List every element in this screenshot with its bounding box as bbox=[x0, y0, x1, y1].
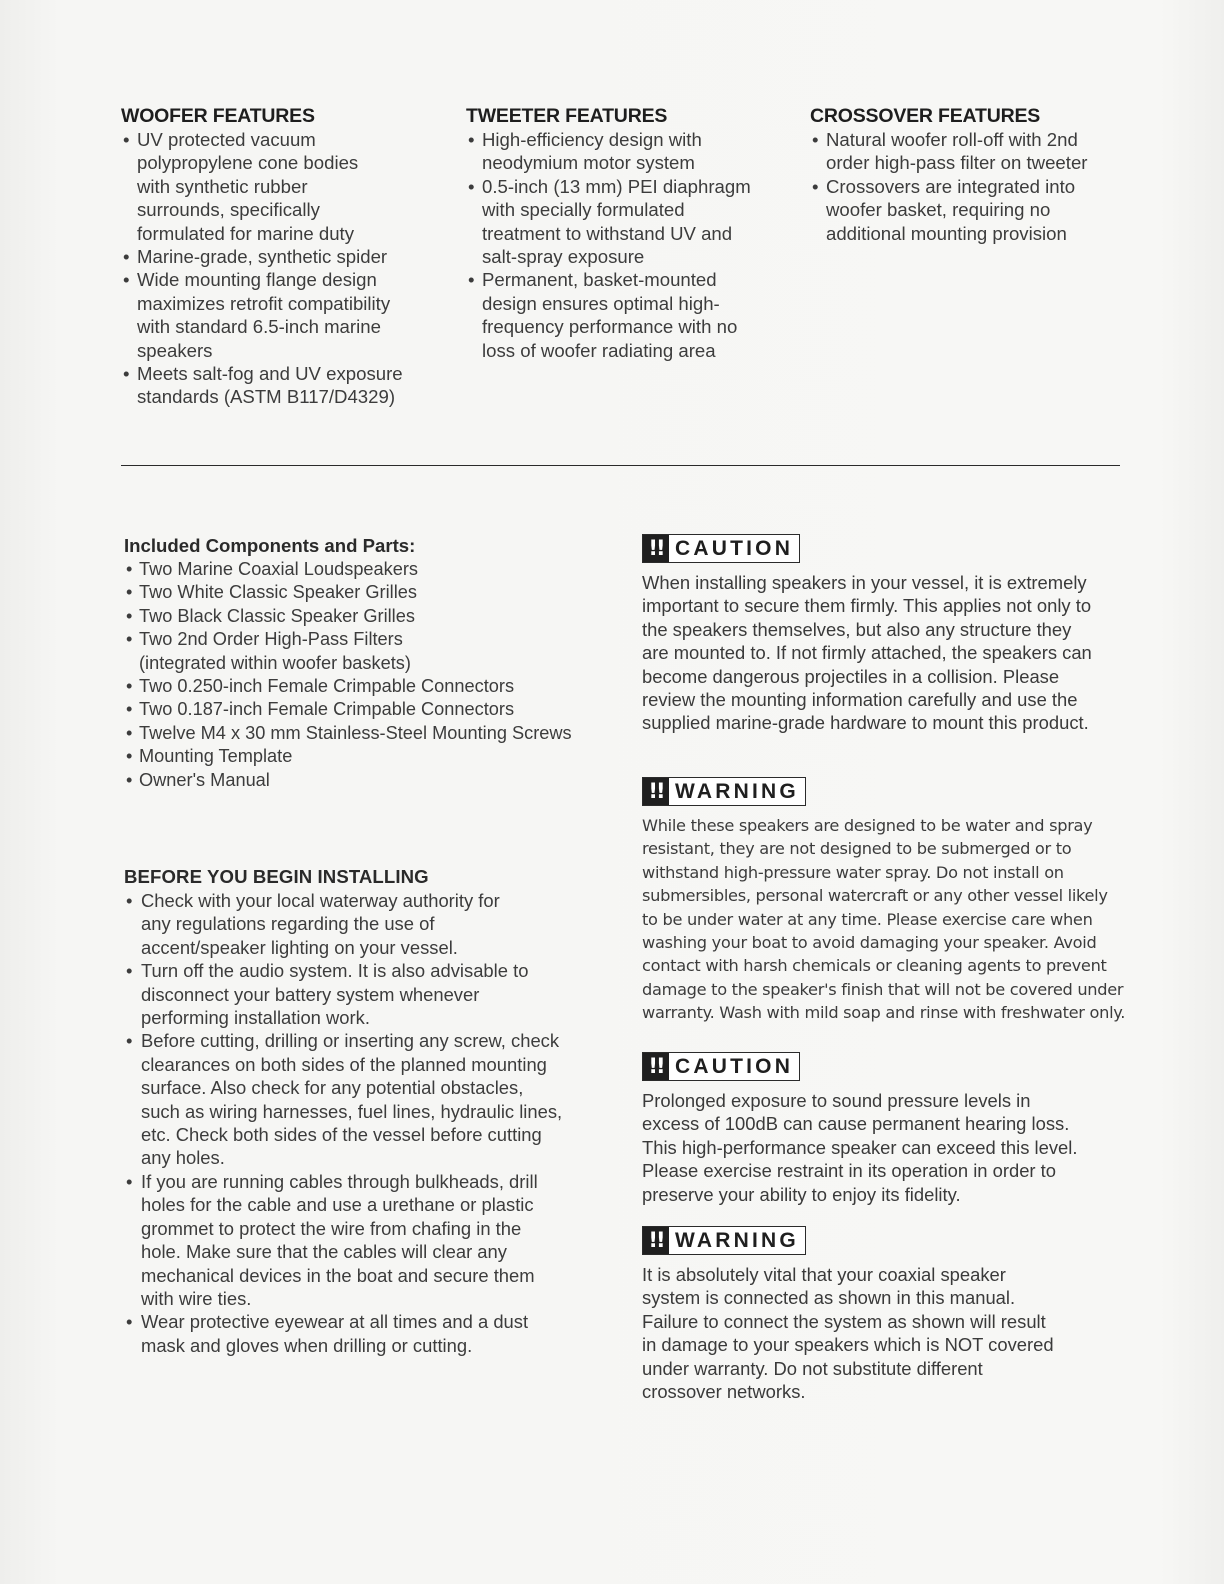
warning-text: It is absolutely vital that your coaxial speaker system is connected as shown in this manual. Failure to connect the system as shown will result in damage to your speakers which is NOT covered under warranty. Do not substitute different crossover networks. bbox=[642, 1264, 1054, 1403]
tweeter-features-title: TWEETER FEATURES bbox=[466, 105, 668, 127]
exclamation-icon: !! bbox=[643, 1053, 669, 1080]
component-item: • Two White Classic Speaker Grilles bbox=[124, 581, 614, 604]
components-section bbox=[124, 534, 614, 792]
warning-notice bbox=[642, 1226, 1062, 1403]
caution-text: When installing speakers in your vessel, it is extremely important to secure them firmly. This applies not only to the speakers themselves, but also any structure they are mounted to. If not firmly attached, the speakers can become dangerous projectiles in a collision. Please review the mounting information carefully and use the supplied marine-grade hardware to mount this product. bbox=[642, 572, 1092, 734]
exclamation-icon: !! bbox=[643, 778, 669, 805]
components-title: Included Components and Parts: bbox=[124, 535, 416, 556]
component-item: • Mounting Template bbox=[124, 745, 614, 768]
warning-header bbox=[642, 1226, 806, 1255]
crossover-features-section bbox=[810, 104, 1110, 245]
component-item: • Twelve M4 x 30 mm Stainless-Steel Mounting Screws bbox=[124, 722, 614, 745]
before-install-item: • Turn off the audio system. It is also advisable to disconnect your battery system whenever performing installation work. bbox=[124, 959, 541, 1029]
tweeter-feature-item: • Permanent, basket-mounted design ensures optimal high-frequency performance with no loss of woofer radiating area bbox=[466, 268, 767, 362]
caution-header bbox=[642, 1052, 800, 1081]
section-divider bbox=[121, 465, 1120, 466]
caution-label: CAUTION bbox=[675, 537, 794, 560]
caution-header bbox=[642, 534, 800, 563]
woofer-features-section bbox=[121, 104, 421, 409]
warning-header bbox=[642, 777, 806, 806]
before-install-title: BEFORE YOU BEGIN INSTALLING bbox=[124, 866, 429, 887]
before-install-item: • Wear protective eyewear at all times and a dust mask and gloves when drilling or cutting. bbox=[124, 1310, 571, 1357]
warning-notice bbox=[642, 777, 1128, 1025]
component-item: • Two Marine Coaxial Loudspeakers bbox=[124, 558, 614, 581]
exclamation-icon: !! bbox=[643, 1227, 669, 1254]
woofer-feature-item: • Meets salt-fog and UV exposure standards (ASTM B117/D4329) bbox=[121, 362, 427, 409]
component-item: • Two 2nd Order High-Pass Filters (integrated within woofer baskets) bbox=[124, 628, 439, 675]
crossover-feature-item: • Crossovers are integrated into woofer basket, requiring no additional mounting provision bbox=[810, 175, 1106, 245]
tweeter-feature-item: • High-efficiency design with neodymium motor system bbox=[466, 128, 732, 175]
warning-label: WARNING bbox=[675, 1229, 799, 1252]
woofer-features-title: WOOFER FEATURES bbox=[121, 105, 315, 127]
component-item: • Two 0.250-inch Female Crimpable Connectors bbox=[124, 675, 614, 698]
woofer-feature-item: • Marine-grade, synthetic spider bbox=[121, 245, 421, 268]
caution-text: Prolonged exposure to sound pressure levels in excess of 100dB can cause permanent hearing loss. This high-performance speaker can exceed this level. Please exercise restraint in its operation in order to preserve your ability to enjoy its fidelity. bbox=[642, 1090, 1078, 1205]
woofer-feature-item: • UV protected vacuum polypropylene cone bodies with synthetic rubber surrounds, specifically formulated for marine duty bbox=[121, 128, 377, 245]
woofer-feature-item: • Wide mounting flange design maximizes retrofit compatibility with standard 6.5-inch marine speakers bbox=[121, 268, 397, 362]
caution-notice bbox=[642, 534, 1102, 735]
tweeter-features-section bbox=[466, 104, 766, 362]
component-item: • Owner's Manual bbox=[124, 769, 614, 792]
warning-label: WARNING bbox=[675, 780, 799, 803]
tweeter-feature-item: • 0.5-inch (13 mm) PEI diaphragm with specially formulated treatment to withstand UV and salt-spray exposure bbox=[466, 175, 764, 269]
exclamation-icon: !! bbox=[643, 535, 669, 562]
warning-text: While these speakers are designed to be water and spray resistant, they are not designed to be submerged or to withstand high-pressure water spray. Do not install on submersibles, personal watercraft or any other vessel likely to be under water at any time. Please exercise care when washing your boat to avoid damaging your speaker. Avoid contact with harsh chemicals or cleaning agents to prevent damage to the speaker's finish that will not be covered under warranty. Wash with mild soap and rinse with freshwater only. bbox=[642, 816, 1126, 1023]
crossover-feature-item: • Natural woofer roll-off with 2nd order high-pass filter on tweeter bbox=[810, 128, 1124, 175]
before-install-item: • Check with your local waterway authority for any regulations regarding the use of accent/speaker lighting on your vessel. bbox=[124, 889, 521, 959]
component-item: • Two 0.187-inch Female Crimpable Connectors bbox=[124, 698, 614, 721]
caution-label: CAUTION bbox=[675, 1055, 794, 1078]
before-install-item: • Before cutting, drilling or inserting any screw, check clearances on both sides of the planned mounting surface. Also check for any potential obstacles, such as wiring harnesses, fuel lines, hydraulic lines, etc. Check both sides of the vessel before cutting any holes. bbox=[124, 1029, 566, 1169]
before-install-section bbox=[124, 865, 574, 1357]
before-install-item: • If you are running cables through bulkheads, drill holes for the cable and use a urethane or plastic grommet to protect the wire from chafing in the hole. Make sure that the cables will clear any mechanical devices in the boat and secure them with wire ties. bbox=[124, 1170, 551, 1310]
crossover-features-title: CROSSOVER FEATURES bbox=[810, 105, 1041, 127]
caution-notice bbox=[642, 1052, 1092, 1206]
component-item: • Two Black Classic Speaker Grilles bbox=[124, 605, 614, 628]
